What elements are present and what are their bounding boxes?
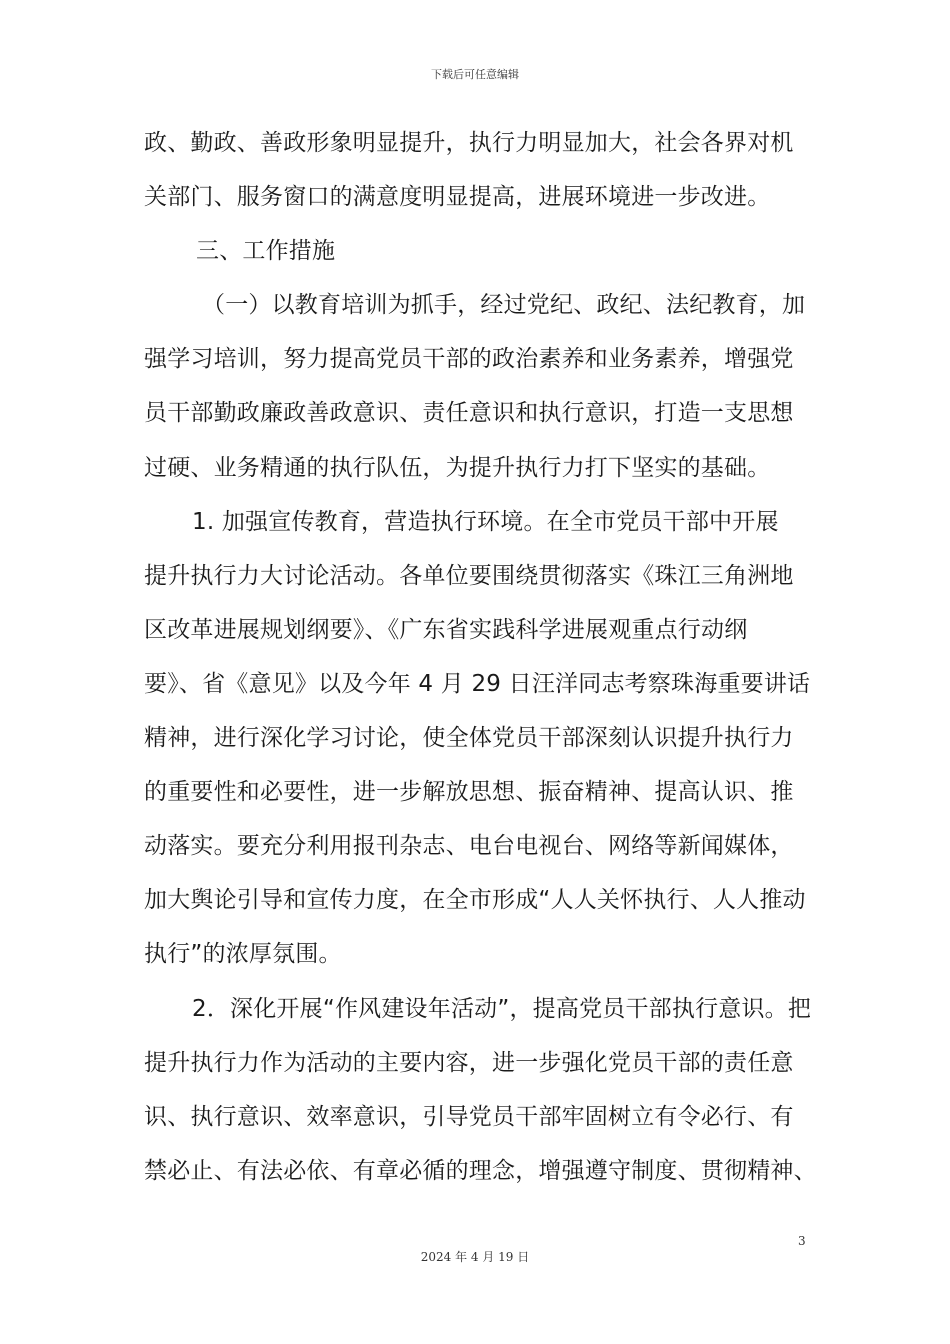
section-heading: 三、工作措施	[196, 238, 336, 265]
body-line: 动落实。要充分利用报刊杂志、电台电视台、网络等新闻媒体，	[144, 833, 794, 860]
page-footer-date: 2024 年 4 月 19 日	[420, 1250, 530, 1264]
document-body	[144, 116, 817, 1198]
body-line: 过硬、业务精通的执行队伍，为提升执行力打下坚实的基础。	[144, 454, 771, 481]
page-header: 下载后可任意编辑	[431, 68, 519, 81]
subsection-heading: （一）以教育培训为抓手，经过党纪、政纪、法纪教育，加	[202, 292, 806, 319]
body-line: 区改革进展规划纲要》、《广东省实践科学进展观重点行动纲	[144, 616, 748, 643]
body-line: 员干部勤政廉政善政意识、责任意识和执行意识，打造一支思想	[144, 400, 794, 427]
page-number: 3	[798, 1234, 806, 1248]
body-line: 加大舆论引导和宣传力度，在全市形成“人人关怀执行、人人推动	[144, 887, 806, 914]
body-line: 执行”的浓厚氛围。	[144, 941, 342, 968]
body-line: 提升执行力大讨论活动。各单位要围绕贯彻落实《珠江三角洲地	[144, 562, 794, 589]
list-item-heading: 2．深化开展“作风建设年活动”，提高党员干部执行意识。把	[192, 995, 812, 1022]
body-line: 的重要性和必要性，进一步解放思想、振奋精神、提高认识、推	[144, 779, 794, 806]
body-line: 要》、省《意见》以及今年 4 月 29 日汪洋同志考察珠海重要讲话	[144, 670, 811, 697]
body-line: 精神，进行深化学习讨论，使全体党员干部深刻认识提升执行力	[144, 725, 794, 752]
body-line: 强学习培训，努力提高党员干部的政治素养和业务素养，增强党	[144, 346, 794, 373]
body-line: 识、执行意识、效率意识，引导党员干部牢固树立有令必行、有	[144, 1103, 794, 1130]
body-line: 关部门、服务窗口的满意度明显提高，进展环境进一步改进。	[144, 184, 771, 211]
body-line: 提升执行力作为活动的主要内容，进一步强化党员干部的责任意	[144, 1049, 794, 1076]
body-line: 禁必止、有法必依、有章必循的理念，增强遵守制度、贯彻精神、	[144, 1157, 817, 1184]
list-item-heading: 1. 加强宣传教育，营造执行环境。在全市党员干部中开展	[192, 508, 779, 535]
body-line: 政、勤政、善政形象明显提升，执行力明显加大，社会各界对机	[144, 130, 794, 156]
